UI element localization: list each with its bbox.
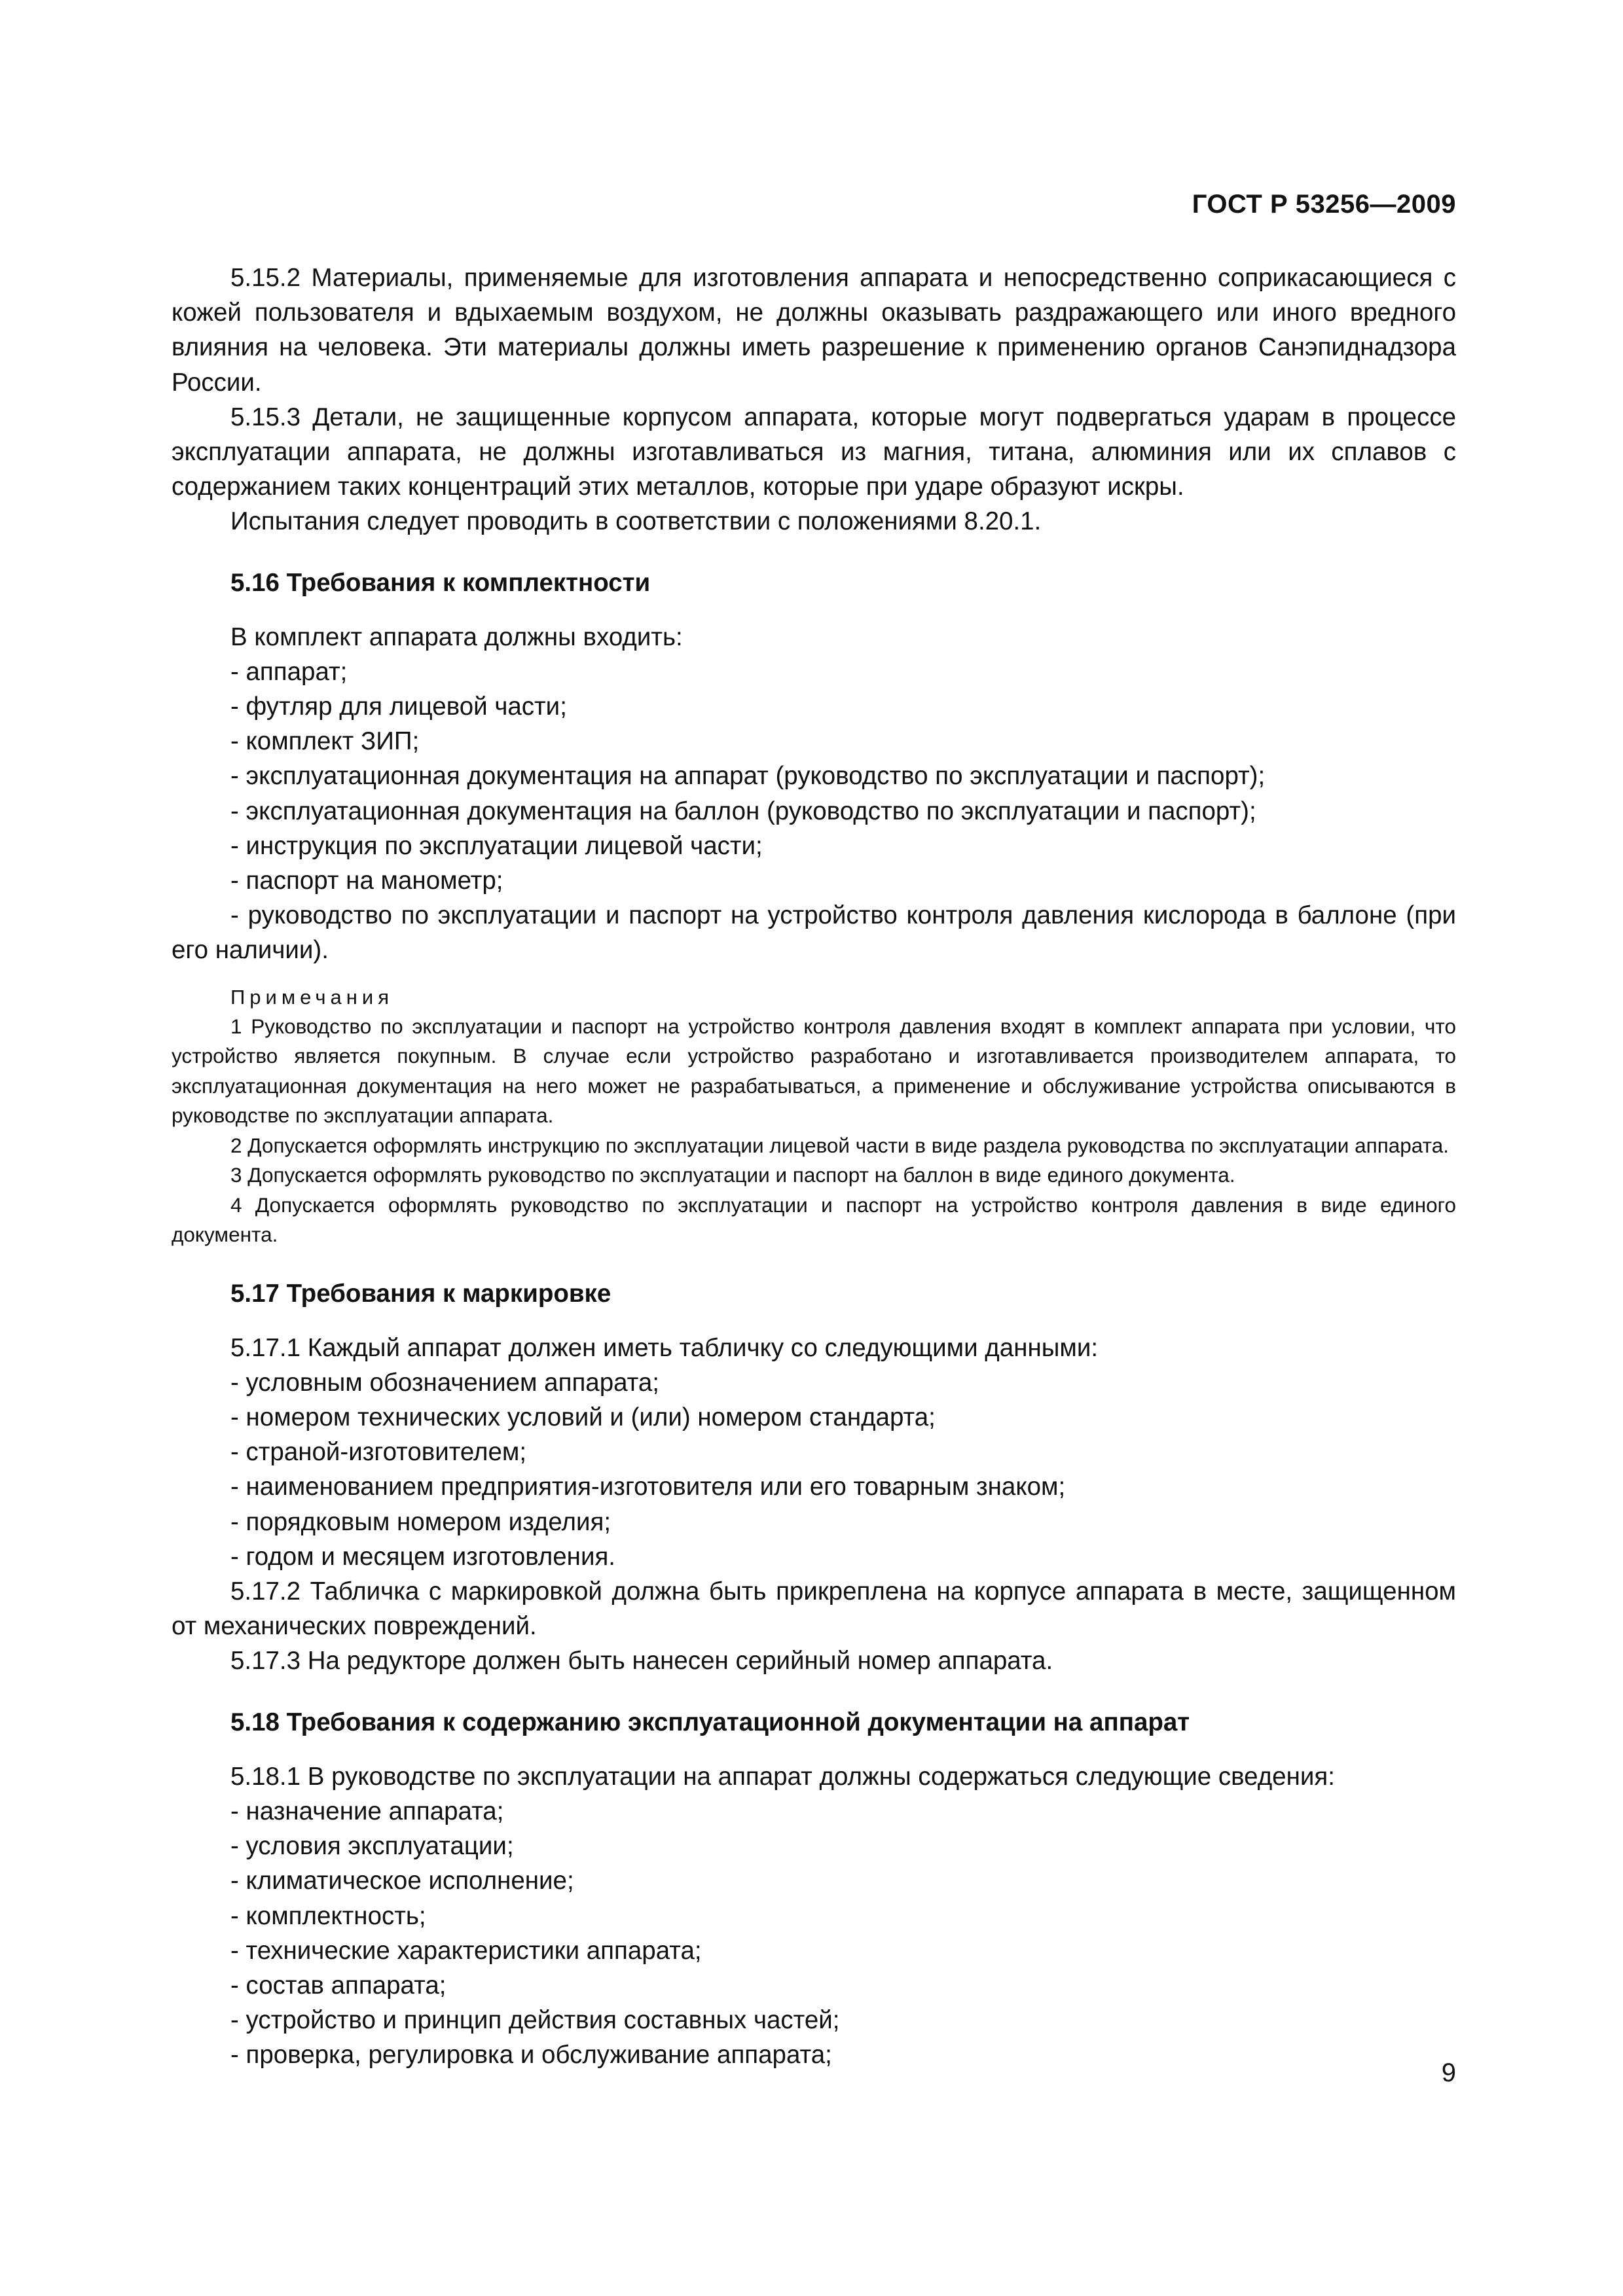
list-item: - аппарат; <box>230 657 348 686</box>
list-item: - футляр для лицевой части; <box>230 692 567 721</box>
list-item: - эксплуатационная документация на аппарат (руководство по эксплуатации и паспорт); <box>230 762 1266 791</box>
note-2: 2 Допускается оформлять инструкцию по эксплуатации лицевой части в виде раздела руководства по эксплуатации аппарата. <box>230 1133 1449 1157</box>
note-3: 3 Допускается оформлять руководство по эксплуатации и паспорт на баллон в виде единого документа. <box>230 1163 1235 1187</box>
list-item: - руководство по эксплуатации и паспорт на устройство контроля давления кислорода в баллоне (при его наличии). <box>172 901 1456 965</box>
notes-title: Примечания <box>230 985 393 1009</box>
list-item: - устройство и принцип действия составных частей; <box>230 2006 840 2035</box>
list-item: - условия эксплуатации; <box>230 1832 514 1861</box>
paragraph-5-17-1: 5.17.1 Каждый аппарат должен иметь табличку со следующими данными: <box>230 1333 1099 1362</box>
heading-5-16: 5.16 Требования к комплектности <box>230 568 651 597</box>
list-item: - комплектность; <box>230 1901 426 1930</box>
list-item: - климатическое исполнение; <box>230 1867 574 1895</box>
list-item: - комплект ЗИП; <box>230 727 420 756</box>
page-number: 9 <box>1441 2058 1456 2087</box>
intro-5-16: В комплект аппарата должны входить: <box>230 622 683 651</box>
list-item: - порядковым номером изделия; <box>230 1507 611 1536</box>
list-item: - назначение аппарата; <box>230 1797 504 1825</box>
list-item: - номером технических условий и (или) номером стандарта; <box>230 1403 936 1432</box>
paragraph-5-18-1: 5.18.1 В руководстве по эксплуатации на аппарат должны содержаться следующие сведения: <box>230 1762 1335 1791</box>
paragraph-5-17-3: 5.17.3 На редукторе должен быть нанесен серийный номер аппарата. <box>230 1647 1053 1676</box>
list-item: - условным обозначением аппарата; <box>230 1368 659 1397</box>
heading-5-17: 5.17 Требования к маркировке <box>230 1279 611 1308</box>
document-body <box>172 260 1456 2073</box>
list-item: - страной-изготовителем; <box>230 1438 527 1467</box>
list-item: - проверка, регулировка и обслуживание аппарата; <box>230 2041 832 2070</box>
document-page <box>172 0 1456 2296</box>
paragraph-5-15-2: 5.15.2 Материалы, применяемые для изготовления аппарата и непосредственно соприкасающиеся с кожей пользователя и вдыхаемым воздухом, не должны оказывать раздражающего или иного вредного влияния на человека. Эти материалы должны иметь разрешение к применению органов Санэпиднадзора России. <box>172 264 1456 397</box>
list-item: - наименованием предприятия-изготовителя или его товарным знаком; <box>230 1473 1066 1501</box>
document-code: ГОСТ Р 53256—2009 <box>1192 190 1456 219</box>
note-1: 1 Руководство по эксплуатации и паспорт на устройство контроля давления входят в комплект аппарата при условии, что устройство является покупным. В случае если устройство разработано и изготавливается производителем аппарата, то эксплуатационная документация на него может не разрабатываться, а применение и обслуживание устройства описываются в руководстве по эксплуатации аппарата. <box>172 1014 1456 1128</box>
heading-5-18: 5.18 Требования к содержанию эксплуатационной документации на аппарат <box>230 1708 1190 1736</box>
list-item: - эксплуатационная документация на баллон (руководство по эксплуатации и паспорт); <box>230 797 1256 825</box>
list-item: - годом и месяцем изготовления. <box>230 1542 615 1571</box>
paragraph-5-15-3: 5.15.3 Детали, не защищенные корпусом аппарата, которые могут подвергаться ударам в процессе эксплуатации аппарата, не должны изготавливаться из магния, титана, алюминия или их сплавов с содержанием таких концентраций этих металлов, которые при ударе образуют искры. <box>172 403 1456 501</box>
paragraph-5-17-2: 5.17.2 Табличка с маркировкой должна быть прикреплена на корпусе аппарата в месте, защищенном от механических повреждений. <box>172 1577 1456 1641</box>
list-item: - состав аппарата; <box>230 1971 447 2000</box>
list-item: - технические характеристики аппарата; <box>230 1936 702 1965</box>
list-item: - инструкция по эксплуатации лицевой части; <box>230 831 763 860</box>
note-4: 4 Допускается оформлять руководство по эксплуатации и паспорт на устройство контроля давления в виде единого документа. <box>172 1193 1456 1247</box>
paragraph-tests: Испытания следует проводить в соответствии с положениями 8.20.1. <box>230 507 1042 536</box>
list-item: - паспорт на манометр; <box>230 867 503 895</box>
